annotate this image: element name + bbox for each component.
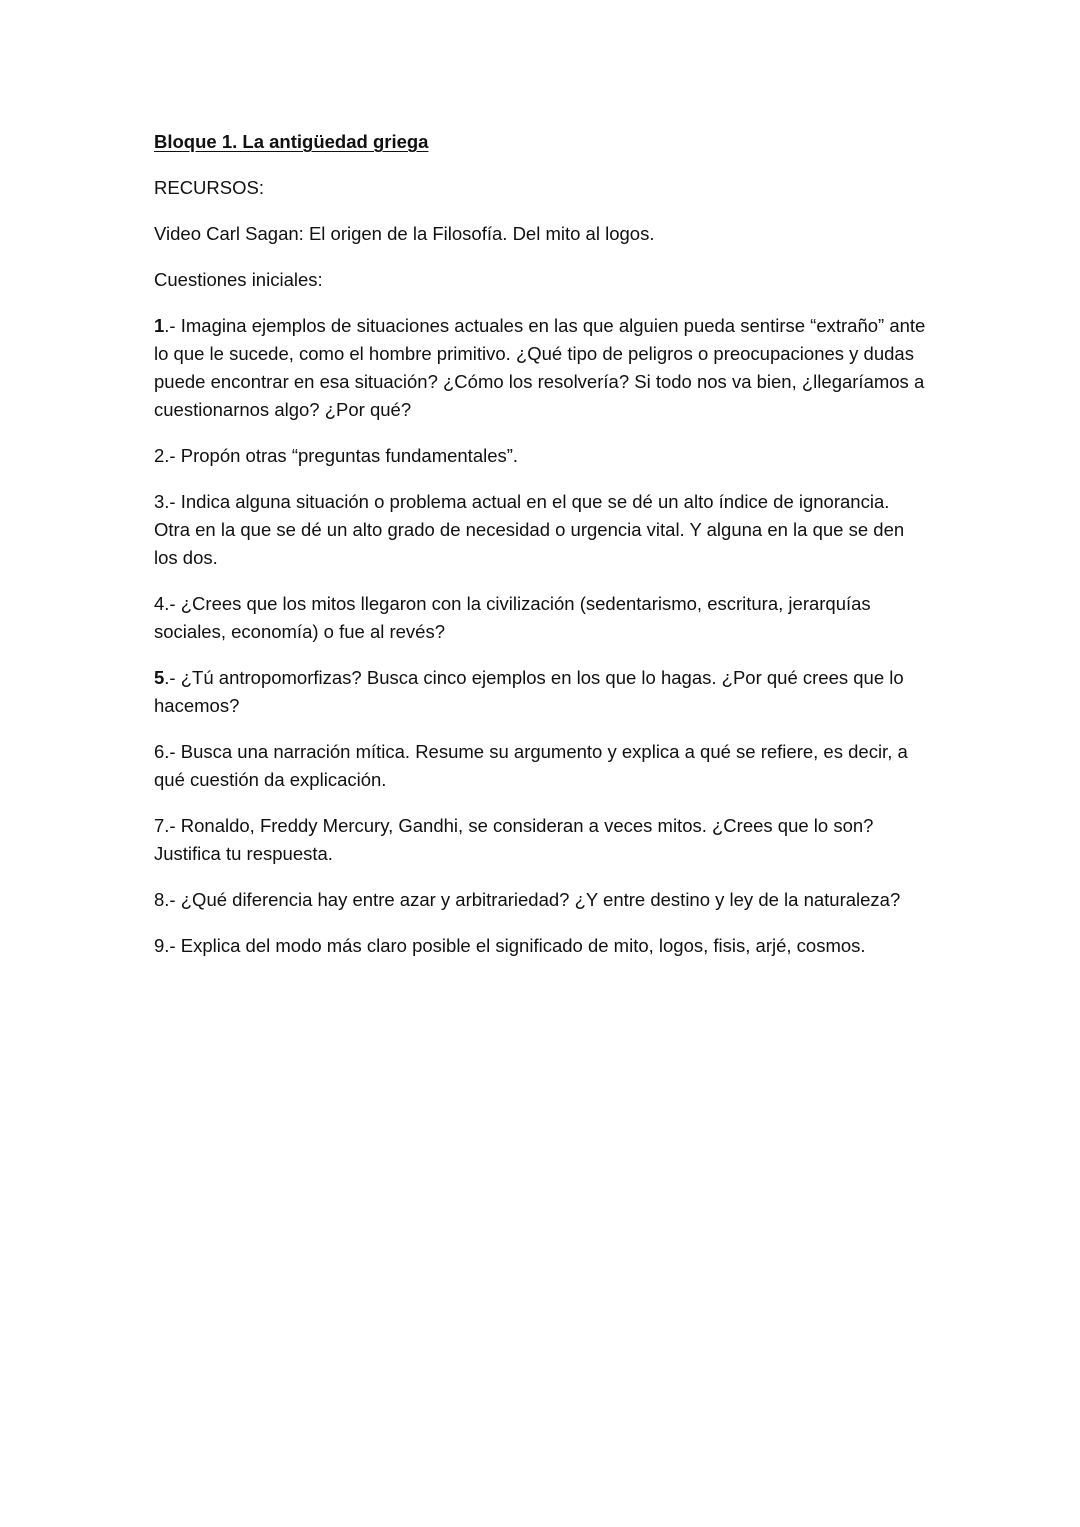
question-number: 8	[154, 889, 165, 910]
question-number: 1	[154, 315, 165, 336]
question-6	[154, 738, 929, 794]
question-separator: .-	[164, 445, 181, 466]
document-body	[154, 128, 929, 978]
question-text: ¿Tú antropomorfizas? Busca cinco ejemplos en los que lo hagas. ¿Por qué crees que lo hacemos?	[154, 667, 904, 716]
question-text: Busca una narración mítica. Resume su argumento y explica a qué se refiere, es decir, a qué cuestión da explicación.	[154, 741, 908, 790]
resource-video: Video Carl Sagan: El origen de la Filosofía. Del mito al logos.	[154, 223, 655, 244]
question-5	[154, 664, 929, 720]
question-number: 4	[154, 593, 165, 614]
question-number: 6	[154, 741, 165, 762]
question-text: Imagina ejemplos de situaciones actuales en las que alguien pueda sentirse “extraño” ante lo que le sucede, como el hombre primitivo. ¿Qué tipo de peligros o preocupaciones y dudas puede encontrar en esa situación? ¿Cómo los resolvería? Si todo nos va bien, ¿llegaríamos a cuestionarnos algo? ¿Por qué?	[154, 315, 926, 420]
question-number: 2	[154, 445, 165, 466]
question-text: Indica alguna situación o problema actual en el que se dé un alto índice de ignorancia. Otra en la que se dé un alto grado de necesidad o urgencia vital. Y alguna en la que se den los dos.	[154, 491, 905, 568]
question-separator: .-	[164, 935, 181, 956]
question-text: ¿Qué diferencia hay entre azar y arbitrariedad? ¿Y entre destino y ley de la naturaleza?	[180, 889, 901, 910]
question-separator: .-	[164, 593, 181, 614]
question-1	[154, 312, 929, 424]
question-number: 7	[154, 815, 165, 836]
question-8	[154, 886, 929, 914]
question-2	[154, 442, 929, 470]
question-text: Propón otras “preguntas fundamentales”.	[180, 445, 519, 466]
question-text: Explica del modo más claro posible el significado de mito, logos, fisis, arjé, cosmos.	[180, 935, 866, 956]
question-9	[154, 932, 929, 960]
question-text: ¿Crees que los mitos llegaron con la civilización (sedentarismo, escritura, jerarquías sociales, economía) o fue al revés?	[154, 593, 871, 642]
question-number: 9	[154, 935, 165, 956]
resources-label: RECURSOS:	[154, 177, 264, 198]
question-separator: .-	[164, 889, 181, 910]
questions-heading: Cuestiones iniciales:	[154, 269, 323, 290]
question-4	[154, 590, 929, 646]
page-title: Bloque 1. La antigüedad griega	[154, 131, 429, 152]
question-3	[154, 488, 929, 572]
question-text: Ronaldo, Freddy Mercury, Gandhi, se consideran a veces mitos. ¿Crees que lo son? Justifica tu respuesta.	[154, 815, 874, 864]
question-number: 3	[154, 491, 165, 512]
question-separator: .-	[164, 815, 181, 836]
question-7	[154, 812, 929, 868]
question-separator: .-	[164, 491, 181, 512]
question-separator: .-	[164, 667, 181, 688]
question-number: 5	[154, 667, 165, 688]
question-separator: .-	[164, 741, 181, 762]
question-separator: .-	[164, 315, 181, 336]
